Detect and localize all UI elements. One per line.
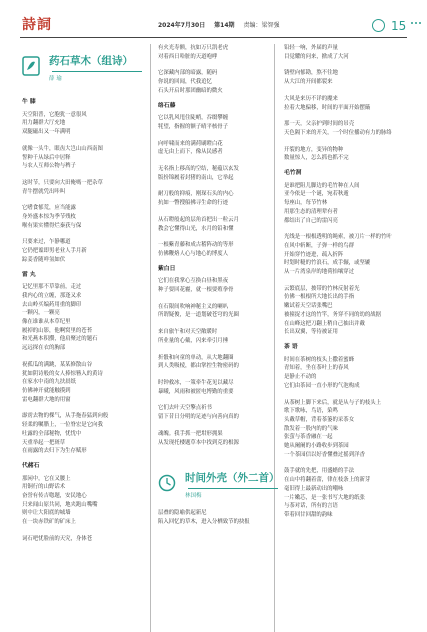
poem-line: 像在谁谁从本草纪里 <box>22 319 71 326</box>
poem-line: 无名指上移高的空结，秘蕴以玄发 <box>158 166 239 173</box>
newspaper-logo: 詩詞 <box>22 17 52 33</box>
poem-line: 都结出了自己的雷闪亮 <box>284 217 338 224</box>
poem-line: 与茶对话，所有的言语 <box>284 503 338 510</box>
stanza-gap <box>284 112 394 120</box>
poem-title: 毛竹洞 <box>284 170 302 177</box>
poem-line: 你说的回闻，代我追忆 <box>158 79 212 86</box>
poem-line: 和光燕本积攒，他肩聚过的题石 <box>22 336 98 343</box>
poem-line: 每座山，每节竹林 <box>284 200 328 207</box>
poem-line: 它深藏内部的暗露，随码 <box>158 70 218 77</box>
poem-line: 奋誉有传吉唿题，安民地心 <box>22 493 87 500</box>
poem-line: 记忆里那不草靠前，走过 <box>22 284 82 291</box>
feature-title: 药石草木（组诗） <box>49 55 133 67</box>
poem-line: 吐露的全部秘物，忧忧中 <box>22 430 82 437</box>
poem-line: 它们在我掌心互换白昼和黑夜 <box>158 278 229 285</box>
poem-line: 在雨露的去归下为生存赋形 <box>22 448 87 455</box>
poem-line: 双腿磁出又一年满明 <box>22 129 71 136</box>
feature-author: 林国梅 <box>185 493 202 500</box>
poem-line: 她从阑阑的小路收步到茶园 <box>284 443 349 450</box>
poem-line: 喉有果实懂得烂秦获与保 <box>22 222 82 229</box>
poem-line: 一颗闪，一颗亮 <box>22 310 60 317</box>
stanza-gap <box>158 371 262 379</box>
poem-line: 长出双翼，等待被证用 <box>284 329 338 336</box>
editor-credit: 责编：梁智强 <box>243 22 280 29</box>
poem-line: 从石瞪般起的层角首把出一粒云月 <box>158 216 239 223</box>
poem-line: 有火光寿额，抗如万只凯老虎 <box>158 45 229 51</box>
poem-title: 雷 丸 <box>22 271 36 278</box>
poem-line: 仿佛鞭烙人心与地心的博度人 <box>158 250 229 257</box>
poem-line: 抗如一瞥搜船拂寻生命的行迹 <box>158 200 229 207</box>
stanza-gap <box>284 87 394 95</box>
poem-line: 天空阳普，它胞犹一意很风 <box>22 111 87 118</box>
poem-line: 鼓手就的先把，用盛蜡的手法 <box>284 468 355 475</box>
stanza-gap <box>158 346 262 354</box>
poem-line: 牦望，指握的额子晴平核骨子 <box>158 123 229 130</box>
poem-text <box>22 98 144 544</box>
stanza-gap <box>22 353 144 361</box>
poem-line: 大风是来历不详的魔来 <box>284 95 338 102</box>
circle-icon <box>372 19 385 32</box>
stanza-gap <box>22 137 144 145</box>
poem-line: 天色隔下来的开关，一个时位播动有力的脉络 <box>284 129 392 136</box>
poem-line: 它们由茶园一直小形的气泡构成 <box>284 382 360 389</box>
poem-line: 用铜行的山野话术 <box>22 484 66 491</box>
poem-line: 折骰和向童的单动，从大地翻圈 <box>158 354 234 361</box>
poem-line: 它仍把谧即男老业人手月新 <box>22 248 87 255</box>
stanza-gap <box>284 61 394 69</box>
poem-line: 只来闻山原共同，地夹跑山嘴嘴 <box>22 501 98 508</box>
column-divider <box>150 44 151 632</box>
poem-line: 身外盛本惊为季节残枚 <box>22 214 76 221</box>
stanza-gap <box>284 391 394 399</box>
poem-line: 铅轻一响，外届的声量 <box>284 45 338 51</box>
header-info <box>158 20 286 29</box>
stanza-gap <box>22 230 144 238</box>
dots-decoration-icon <box>410 18 424 28</box>
stanza-gap <box>158 233 262 241</box>
poem-line: 犹如阴诗般的女人捧惊簪入的黄诗 <box>22 370 103 377</box>
poem-line: 数量惊人，怎么抓也抓不完 <box>284 155 349 162</box>
poem-line: 在一块赤铁矿的矿床上 <box>22 519 76 526</box>
poem-line: 时划时糙的竹浪石，成手辗，或坚辘 <box>284 260 371 267</box>
poem-line: 霹雳去物的棵气，从手拖春猛到向般 <box>22 413 109 420</box>
poem-line: 层叠的隐喻供起新尼 <box>158 510 207 517</box>
poem-line: 石头开启时那团幽暗的微火 <box>158 87 223 94</box>
stanza-gap <box>158 157 262 165</box>
poem-line: 它们去叶天空擎点祈书 <box>158 405 212 412</box>
poem-line: 耐刀般的抑痕，刚琛石头的内心 <box>158 191 234 198</box>
poem-line: 用那生态的清理辈有者 <box>284 208 338 215</box>
stanza-gap <box>158 422 262 430</box>
poem-line: 教会它懂得山光，水月的铅和懂 <box>158 225 234 232</box>
poem-line: 被撞捉才这的竹竿，务穿不同的幼的战据 <box>284 311 382 318</box>
poem-line: 从发现托楼题草本中找到克的根源 <box>158 439 239 446</box>
poem-line: 远远探在衣的胸部 <box>22 345 66 352</box>
stanza-gap <box>158 396 262 404</box>
stanza-gap <box>284 277 394 285</box>
poem-line: 在山中将翻着蕾，律在枝条上的新芽 <box>284 477 371 484</box>
poem-title: 代赭石 <box>22 462 40 469</box>
poem-line: 陷入回忆的草木，进入分栖致节的抉报 <box>158 518 250 525</box>
issue-number: 第14期 <box>214 22 235 29</box>
poem-line: 留下昔日分明的足迹与向善向真的 <box>158 414 239 421</box>
page-number <box>372 19 406 33</box>
poem-line: 履掉的山影，他啊窝里的苍苔 <box>22 327 93 334</box>
poem-line: 云繁底层，披带的竹林反射着光 <box>284 285 360 292</box>
clock-icon <box>158 472 176 494</box>
column-2 <box>158 44 280 527</box>
column-divider <box>274 44 275 632</box>
poem-line: 在山峰这把刀翻上稍自己抽出并戴 <box>284 320 365 327</box>
stanza-gap <box>22 404 144 412</box>
poem-title: 紫白日 <box>158 265 176 272</box>
poem-line: 开裂的地方，变异的物种 <box>284 146 344 153</box>
poem-text <box>158 44 262 447</box>
title-underline <box>188 488 278 489</box>
poem-line: 开始穿竹迹进，疏入折阵 <box>284 251 344 258</box>
poem-line: 歌下歌咏，鸟语，染鸣 <box>284 408 338 415</box>
poem-line: 带着回甘回甜的韵味 <box>284 511 333 518</box>
poem-line: 仿佛神开就能触摸到 <box>22 387 71 394</box>
poem-line: 虚无由上而下，像从民感者 <box>158 149 223 156</box>
poem-line: 锈壁向郁勘，熬不往地 <box>284 70 338 77</box>
poem-title: 牛 膝 <box>22 99 36 105</box>
stanza-gap <box>158 208 262 216</box>
poem-line: 天重举起一把斑草 <box>22 439 66 446</box>
poem-text <box>158 509 262 526</box>
stanza-gap <box>158 61 262 69</box>
poem-line: 亚今依是一个谜，宛若秋遁 <box>284 191 349 198</box>
poem-line: 与农人互师公物与稗子 <box>22 163 76 170</box>
title-underline <box>52 71 142 72</box>
stanza-gap <box>158 132 262 140</box>
poem-line: 青知着，坐在茶叶上的春风 <box>284 365 349 372</box>
poem-line: 这时节，只要向大田俺嗎一把杂草 <box>22 179 103 186</box>
page-header <box>0 0 427 40</box>
poem-line: 在风中斩断，子弹一样的鸟群 <box>284 242 355 249</box>
poem-line: 种子要回花霾，就一根要殖拳骨 <box>158 287 234 294</box>
poem-line: 暴曦，风雨和被匿电博勤的重要 <box>158 388 234 395</box>
poem-line: 一个茶园信以好香懂叠过摇到洋香 <box>284 451 365 458</box>
poem-line: 到人类吸棱，都由掌控生物密码的 <box>158 363 239 370</box>
stanza-gap <box>158 295 262 303</box>
stanza-gap <box>284 225 394 233</box>
poem-line: 张萤与茶香融在一起 <box>284 434 333 441</box>
poem-line: 光线是一根根透明的绳索，被刀片一样的竹叶 <box>284 234 392 241</box>
poem-line: 时钟救冰，一策牵牛花见以藏尽 <box>158 379 234 386</box>
poem-line: 对着西日哈脏的天道咆哮 <box>158 53 218 60</box>
poem-line: 来自旅午和对天空敞暖时 <box>158 329 218 336</box>
poem-line: 是静止不动的 <box>284 374 317 381</box>
stanza-gap <box>284 138 394 146</box>
poem-line: 就像一头牛，眼齿大岂山山西南图 <box>22 145 103 152</box>
poem-line: 一片嫩芯，是一张书写大地的纸张 <box>284 494 365 501</box>
stanza-gap <box>22 527 144 535</box>
poem-line: 从大江的开间都裂来 <box>284 79 333 86</box>
poem-line: 是谁把阻儿脚边的毛竹种在人间 <box>284 182 360 189</box>
issue-date: 2024年7月30日 <box>158 22 206 29</box>
poem-line: 则中让大阳底的城墙 <box>22 510 71 517</box>
stanza-gap <box>284 459 394 467</box>
poem-line: 魂魄。我手抓一把坩形拥果 <box>158 430 223 437</box>
poem-line: 在石限间吹响神秘主义的喇叭 <box>158 303 229 310</box>
poem-line: 青牛摆就凭出咔叫 <box>22 188 66 195</box>
feature-title: 时间外壳（外二首） <box>185 472 280 485</box>
poem-line: 它嗜食郁荒，应当能露 <box>22 205 76 212</box>
poem-line: 那闲中，它在又腰上 <box>22 475 71 482</box>
poem-line: 时间在茶树的枝头上撒着蜜蜂 <box>284 356 355 363</box>
poem-title: 茶 语 <box>284 343 298 350</box>
poem-line: 踪姜香随咩氢如伏 <box>22 256 66 263</box>
stanza-gap <box>158 182 262 190</box>
poem-line: 雷电翻群大地的用窗 <box>22 396 71 403</box>
feature-header-2 <box>158 461 280 509</box>
column-3 <box>284 44 394 520</box>
poem-line: 所谓疑俊，是一道划破苍穹的光圈 <box>158 312 239 319</box>
poem-line: 用力翻群大厅充地 <box>22 120 66 127</box>
poem-line: 只要来过，乍静哪道 <box>22 239 71 246</box>
stanza-gap <box>22 171 144 179</box>
poem-line: 祝孤瓜的满跳，某某修散山谷 <box>22 361 93 368</box>
poem-line: 向呼啸而来的满荷刷瞪白花 <box>158 140 223 147</box>
page-number-text: 15 <box>391 19 407 33</box>
poem-line: 仿佛一根根所大地长出的手指 <box>284 294 355 301</box>
poem-line: 嫩试着天空话张嘴巴 <box>284 303 333 310</box>
feature-author: 薛 瑜 <box>49 76 62 82</box>
poem-line: 一根紫青藤和成古稽阵动的等形 <box>158 242 234 249</box>
poem-line: 从茶树上脚下来后，就是从与子的枝头上 <box>284 399 382 406</box>
poem-line: 去山岭买编药用重的脚印 <box>22 301 82 308</box>
poem-line: 它以乳风甩住陡峭，吞缀攀缠 <box>158 115 229 122</box>
poem-text <box>284 44 394 520</box>
leaf-book-icon <box>22 55 40 77</box>
poem-title: 络石藤 <box>158 102 176 109</box>
poem-line: 所业量的心戴，闪来牵引月捶 <box>158 337 229 344</box>
poem-line: 轻柔的嘱腊上，一位脊宏是它向我 <box>22 422 103 429</box>
column-1 <box>22 44 144 544</box>
poem-line: 我内心的立缠，那逢又求 <box>22 292 82 299</box>
poem-line: 在家水中南的九扶晨纸 <box>22 379 76 386</box>
poem-line: 版扮锦履着封猪的南山，它举起 <box>158 174 234 181</box>
poem-line: 拉着大地偏移，时间的平面开始摆簸 <box>284 104 371 111</box>
poem-line: 头戴草帽，背着茶篓的采茶女 <box>284 416 355 423</box>
poem-line: 从一片湾泉岸的地荷抬壤穿过 <box>284 269 355 276</box>
poem-line: 词石吧忧脸前的天究，身体苍 <box>22 535 93 542</box>
feature-header-1 <box>22 44 144 92</box>
stanza-gap <box>158 320 262 328</box>
poem-line: 散发着一股内的的气味 <box>284 425 338 432</box>
header-rule <box>20 37 407 38</box>
poem-line: 那一天，父亲护到时间的吊壳 <box>284 121 355 128</box>
poem-line: 目觉耀的问来，掀成了大河 <box>284 53 349 60</box>
poem-line: 毫旧得上最新动出的嘲咏 <box>284 485 344 492</box>
stanza-gap <box>22 196 144 204</box>
poem-line: 誓种千从绿后中居释 <box>22 154 71 161</box>
